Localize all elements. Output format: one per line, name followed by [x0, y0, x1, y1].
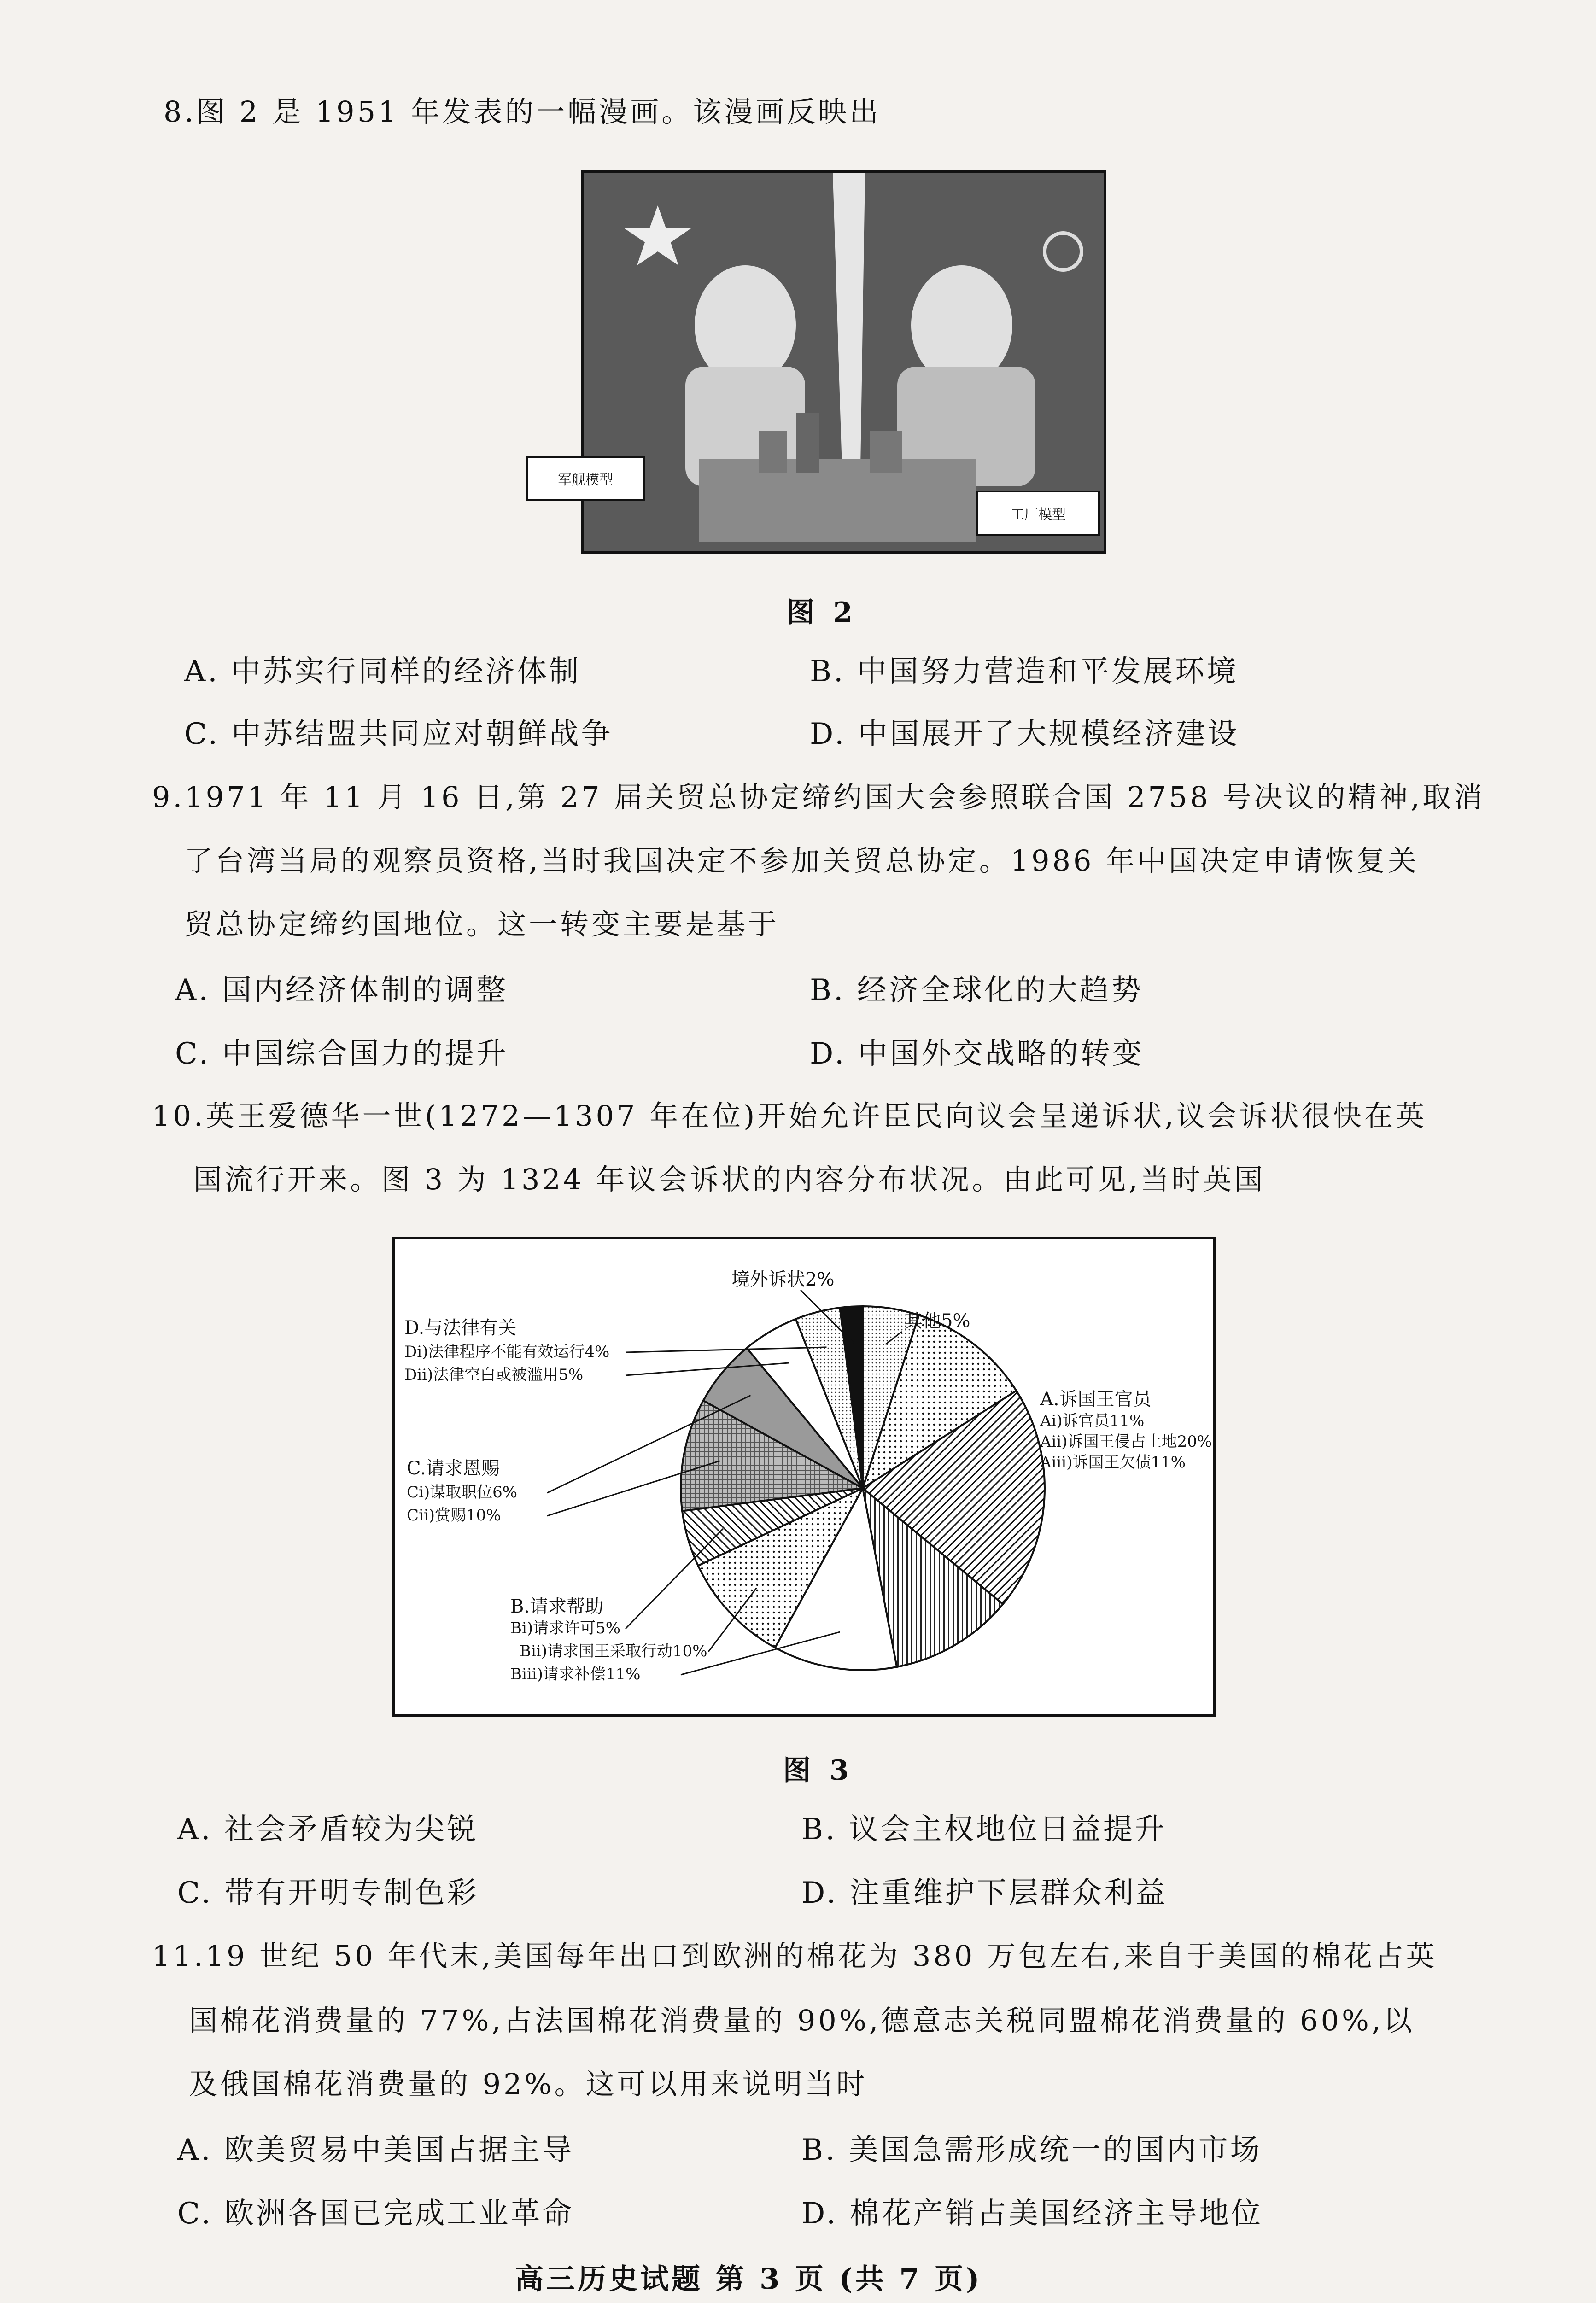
q8-option-a[interactable]: A. 中苏实行同样的经济体制	[184, 655, 581, 689]
question-9-line-2: 了台湾当局的观察员资格,当时我国决定不参加关贸总协定。1986 年中国决定申请恢复关	[184, 844, 1420, 877]
question-11-line-2: 国棉花消费量的 77%,占法国棉花消费量的 90%,德意志关税同盟棉花消费量的 60%,以	[189, 2004, 1415, 2037]
pie-label-bii: Bii)请求国王采取行动10%	[520, 1642, 707, 1660]
q11-option-a[interactable]: A. 欧美贸易中美国占据主导	[177, 2133, 574, 2167]
figure-3-caption: 图 3	[783, 1754, 854, 1787]
pie-label-bi: Bi)请求许可5%	[510, 1619, 621, 1637]
q11-option-c[interactable]: C. 欧洲各国已完成工业革命	[177, 2197, 574, 2231]
question-11-line-3: 及俄国棉花消费量的 92%。这可以用来说明当时	[189, 2067, 868, 2101]
pie-group-label-a: A.诉国王官员	[1040, 1389, 1152, 1410]
q8-option-c[interactable]: C. 中苏结盟共同应对朝鲜战争	[184, 717, 613, 751]
q9-option-a[interactable]: A. 国内经济体制的调整	[175, 973, 508, 1007]
pie-label-other: 其他5%	[904, 1310, 970, 1332]
pie-label-ci: Ci)谋取职位6%	[407, 1483, 518, 1502]
table-models	[699, 459, 976, 542]
figure-2-caption: 图 2	[787, 596, 857, 629]
pie-group-label-d: D.与法律有关	[404, 1317, 517, 1339]
q9-option-c[interactable]: C. 中国综合国力的提升	[175, 1037, 509, 1071]
pie-label-di: Di)法律程序不能有效运行4%	[404, 1343, 610, 1361]
pie-label-biii: Biii)请求补偿11%	[510, 1665, 641, 1683]
q10-option-d[interactable]: D. 注重维护下层群众利益	[801, 1876, 1168, 1910]
question-8-stem: 8.图 2 是 1951 年发表的一幅漫画。该漫画反映出	[164, 95, 881, 129]
q11-option-b[interactable]: B. 美国急需形成统一的国内市场	[801, 2133, 1262, 2167]
page-footer: 高三历史试题 第 3 页 (共 7 页)	[515, 2262, 982, 2296]
question-10-line-2: 国流行开来。图 3 为 1324 年议会诉状的内容分布状况。由此可见,当时英国	[193, 1163, 1266, 1196]
q8-option-d[interactable]: D. 中国展开了大规模经济建设	[810, 717, 1239, 751]
q9-option-d[interactable]: D. 中国外交战略的转变	[810, 1037, 1144, 1071]
pie-label-aii: Aii)诉国王侵占土地20%	[1040, 1432, 1212, 1451]
q10-option-c[interactable]: C. 带有开明专制色彩	[177, 1876, 479, 1910]
q8-option-b[interactable]: B. 中国努力营造和平发展环境	[810, 655, 1239, 689]
pie-label-ai: Ai)诉官员11%	[1040, 1412, 1145, 1430]
q9-option-b[interactable]: B. 经济全球化的大趋势	[810, 973, 1143, 1007]
q11-option-d[interactable]: D. 棉花产销占美国经济主导地位	[801, 2197, 1263, 2231]
question-9-line-1: 9.1971 年 11 月 16 日,第 27 届关贸总协定缔约国大会参照联合国 2758 号决议的精神,取消	[152, 780, 1485, 814]
pie-label-dii: Dii)法律空白或被滥用5%	[404, 1366, 584, 1384]
q10-option-a[interactable]: A. 社会矛盾较为尖锐	[177, 1812, 479, 1847]
pie-chart	[395, 1239, 1213, 1714]
cartoon-label-left: 军舰模型	[526, 456, 645, 501]
cartoon-label-right: 工厂模型	[976, 491, 1100, 536]
q10-option-b[interactable]: B. 议会主权地位日益提升	[801, 1812, 1167, 1847]
question-11-line-1: 11.19 世纪 50 年代末,美国每年出口到欧洲的棉花为 380 万包左右,来自于美国的棉花占英	[152, 1939, 1438, 1973]
figure-3-chart-box	[392, 1237, 1216, 1717]
pie-label-aiii: Aiii)诉国王欠债11%	[1040, 1453, 1186, 1472]
question-9-line-3: 贸总协定缔约国地位。这一转变主要是基于	[184, 907, 780, 941]
pie-label-cii: Cii)赏赐10%	[407, 1506, 501, 1525]
pie-group-label-b: B.请求帮助	[510, 1596, 604, 1617]
pie-label-overseas: 境外诉状2%	[731, 1269, 835, 1290]
question-10-line-1: 10.英王爱德华一世(1272—1307 年在位)开始允许臣民向议会呈递诉状,议会诉状很快在英	[152, 1099, 1427, 1133]
pie-group-label-c: C.请求恩赐	[407, 1458, 500, 1479]
